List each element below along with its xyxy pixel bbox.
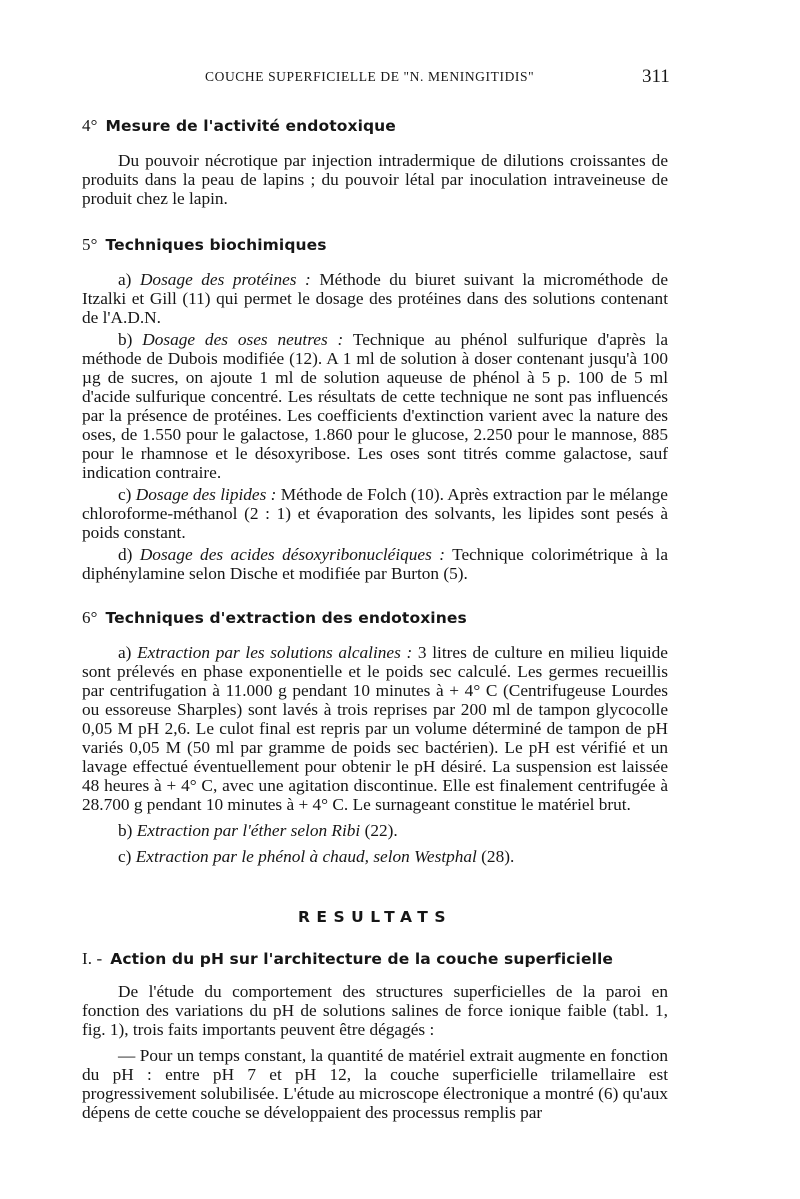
section-6c-paragraph xyxy=(82,847,668,866)
results-subheading-number: I. - xyxy=(82,949,103,968)
section-5d-paragraph xyxy=(82,545,668,583)
section-6b-prefix: b) xyxy=(118,821,137,840)
section-4-title: Mesure de l'activité endotoxique xyxy=(105,117,396,135)
results-paragraph-1: De l'étude du comportement des structures superficielles de la paroi en fonction des variations du pH de solutions salines de force ionique faible (tabl. 1, fig. 1), trois faits importants peuvent être dégagés : xyxy=(82,982,668,1039)
section-6c-prefix: c) xyxy=(118,847,136,866)
section-6-title: Techniques d'extraction des endotoxines xyxy=(105,609,467,627)
section-5-title: Techniques biochimiques xyxy=(105,236,327,254)
section-5d-text: Technique colorimétrique à la diphénylamine selon Dische et modifiée par Burton (5). xyxy=(82,545,668,583)
results-heading: RESULTATS xyxy=(298,908,452,926)
results-paragraph-2: — Pour un temps constant, la quantité de matériel extrait augmente en fonction du pH : entre pH 7 et pH 12, la couche superficielle trilamellaire est progressivement solubilisée. L'étude au microscope électronique a montré (6) qu'aux dépens de cette couche se développaient des processus remplis par xyxy=(82,1046,668,1122)
section-5c-paragraph xyxy=(82,485,668,542)
section-5a-paragraph xyxy=(82,270,668,327)
section-5b-prefix: b) xyxy=(118,330,143,349)
section-6b-title: Extraction par l'éther selon Ribi xyxy=(136,821,361,840)
section-5a-prefix: a) xyxy=(118,270,140,289)
section-5a-text: Méthode du biuret suivant la microméthode de Itzalki et Gill (11) qui permet le dosage des protéines dans des solutions contenant de l'A.D.N. xyxy=(82,270,668,327)
section-5c-text: Méthode de Folch (10). Après extraction par le mélange chloroforme-méthanol (2 : 1) et évaporation des solvants, les lipides sont pesés à poids constant. xyxy=(82,485,668,542)
running-title: COUCHE SUPERFICIELLE DE "N. MENINGITIDIS" xyxy=(205,69,535,84)
section-6b-text: (22). xyxy=(360,821,398,840)
section-5a-title: Dosage des protéines : xyxy=(139,270,311,289)
section-5b-paragraph xyxy=(82,330,668,482)
section-5-number: 5° xyxy=(82,235,98,254)
section-6a-paragraph xyxy=(82,643,668,814)
section-5b-title: Dosage des oses neutres : xyxy=(142,330,344,349)
results-subheading xyxy=(82,949,668,969)
section-6c-title: Extraction par le phénol à chaud, selon Westphal xyxy=(135,847,477,866)
section-5d-title: Dosage des acides désoxyribonucléiques : xyxy=(139,545,445,564)
section-5c-prefix: c) xyxy=(118,485,136,504)
section-4-heading xyxy=(82,116,668,136)
section-6-heading xyxy=(82,608,668,628)
page-content xyxy=(82,116,668,1122)
section-6b-paragraph xyxy=(82,821,668,840)
section-5b-text: Technique au phénol sulfurique d'après la méthode de Dubois modifiée (12). A 1 ml de solution à doser contenant jusqu'à 100 µg de sucres, on ajoute 1 ml de solution aqueuse de phénol à 5 p. 100 de 5 ml d'acide sulfurique concentré. Les résultats de cette technique ne sont pas influencés par la présence de protéines. Les coefficients d'extinction varient avec la nature des oses, de 1.550 pour le galactose, 1.860 pour le glucose, 2.250 pour le mannose, 885 pour le rhamnose et le désoxyribose. Les oses sont titrés comme galactose, sauf indication contraire. xyxy=(82,330,669,482)
section-5d-prefix: d) xyxy=(118,545,140,564)
page-number: 311 xyxy=(642,66,670,87)
running-head xyxy=(0,66,800,93)
section-6a-text: 3 litres de culture en milieu liquide sont prélevés en phase exponentielle et le poids sec calculé. Les germes recueillis par centrifugation à 11.000 g pendant 10 minutes à + 4° C (Centrifugeuse Lourdes ou essoreuse Sharples) sont lavés à trois reprises par 200 ml de tampon glycocolle 0,05 M pH 2,6. Le culot final est repris par un volume déterminé de tampon de pH variés 0,05 M (50 ml par gramme de poids sec bactérien). Le pH est vérifié et un lavage effectué éventuellement pour obtenir le pH désiré. La suspension est laissée 48 heures à + 4° C, avec une agitation discontinue. Elle est finalement centrifugée à 28.700 g pendant 10 minutes à + 4° C. Le surnageant constitue le matériel brut. xyxy=(82,643,668,814)
section-5c-title: Dosage des lipides : xyxy=(135,485,277,504)
results-subheading-title: Action du pH sur l'architecture de la couche superficielle xyxy=(110,950,614,968)
section-5-heading xyxy=(82,235,668,255)
section-6a-prefix: a) xyxy=(118,643,138,662)
section-4-paragraph: Du pouvoir nécrotique par injection intradermique de dilutions croissantes de produits dans la peau de lapins ; du pouvoir létal par inoculation intraveineuse de produit chez le lapin. xyxy=(82,151,668,208)
section-6-number: 6° xyxy=(82,608,98,627)
section-6a-title: Extraction par les solutions alcalines : xyxy=(137,643,413,662)
section-6c-text: (28). xyxy=(476,847,515,866)
section-4-number: 4° xyxy=(82,116,98,135)
